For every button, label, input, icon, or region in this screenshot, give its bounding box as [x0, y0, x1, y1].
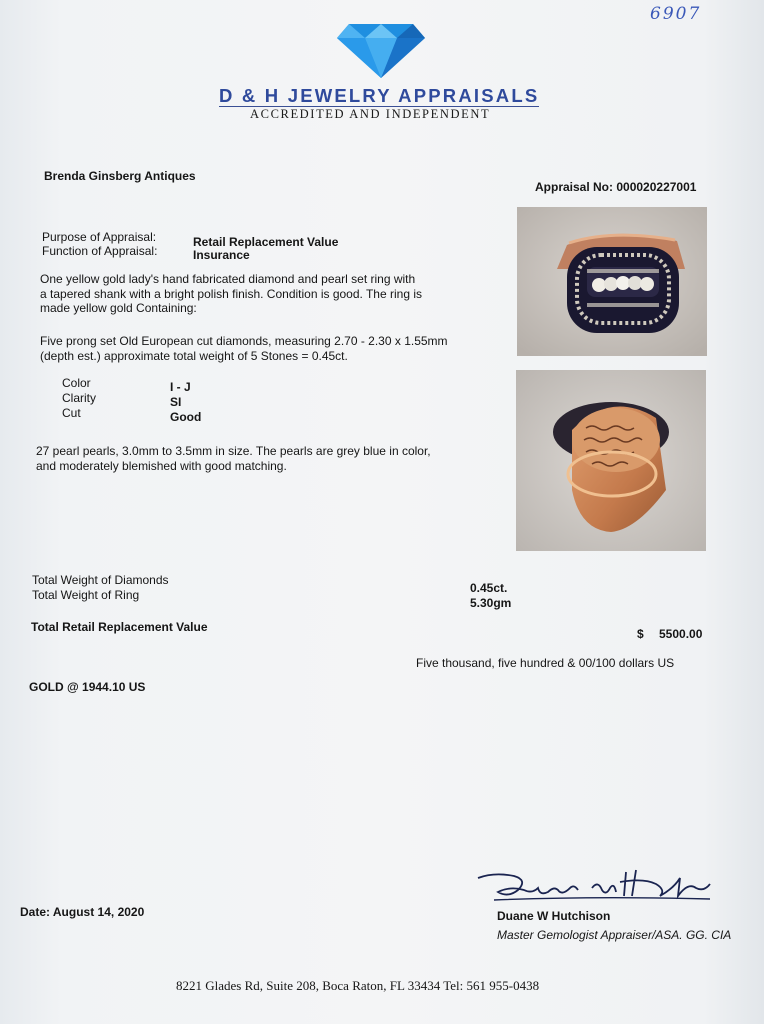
description-line: (depth est.) approximate total weight of 5 Stones = 0.45ct.	[40, 348, 348, 363]
grade-cut-label: Cut	[62, 406, 81, 420]
grade-clarity-label: Clarity	[62, 391, 97, 405]
appraisal-number: Appraisal No: 000020227001	[535, 180, 697, 194]
description-line: 27 pearl pearls, 3.0mm to 3.5mm in size. The pearls are grey blue in color,	[36, 444, 431, 458]
gold-price: GOLD @ 1944.10 US	[29, 680, 146, 694]
signature-image	[474, 866, 714, 906]
footer-address: 8221 Glades Rd, Suite 208, Boca Raton, FL 33434 Tel: 561 955-0438	[176, 978, 540, 993]
total-diamond-weight-value: 0.45ct.	[470, 581, 508, 595]
company-tagline: ACCREDITED AND INDEPENDENT	[250, 107, 491, 121]
handwritten-file-number: 6907	[650, 4, 702, 24]
grade-cut-value: Good	[170, 410, 202, 424]
company-name: D & H JEWELRY APPRAISALS	[219, 85, 540, 106]
description-line: a tapered shank with a bright polish finish. Condition is good. The ring is	[40, 286, 423, 301]
function-value: Insurance	[193, 248, 250, 262]
client-name: Brenda Ginsberg Antiques	[44, 169, 196, 183]
total-ring-weight-label: Total Weight of Ring	[32, 588, 140, 602]
description-line: One yellow gold lady's hand fabricated diamond and pearl set ring with	[40, 272, 416, 286]
total-retail-value-label: Total Retail Replacement Value	[31, 620, 208, 634]
ring-description	[40, 272, 422, 316]
total-retail-value: 5500.00	[659, 627, 703, 641]
signer-title: Master Gemologist Appraiser/ASA. GG. CIA	[497, 928, 732, 942]
ring-top-view-photo	[517, 207, 707, 356]
pearl-description	[36, 444, 431, 473]
description-line: Five prong set Old European cut diamonds, measuring 2.70 - 2.30 x 1.55mm	[40, 334, 448, 348]
currency-symbol: $	[637, 627, 644, 641]
purpose-label: Purpose of Appraisal:	[42, 230, 157, 244]
grade-color-value: I - J	[170, 380, 191, 394]
ring-inside-engraving-photo	[516, 370, 706, 551]
description-line: and moderately blemished with good matching.	[36, 458, 287, 473]
grade-color-label: Color	[62, 376, 91, 390]
appraisal-date: Date: August 14, 2020	[20, 905, 145, 919]
total-ring-weight-value: 5.30gm	[470, 596, 512, 610]
diamond-description	[40, 334, 448, 363]
value-in-words: Five thousand, five hundred & 00/100 dollars US	[416, 656, 675, 670]
purpose-value: Retail Replacement Value	[193, 235, 339, 249]
grade-clarity-value: SI	[170, 395, 182, 409]
description-line: made yellow gold Containing:	[40, 301, 197, 315]
function-label: Function of Appraisal:	[42, 244, 158, 258]
signer-name: Duane W Hutchison	[497, 909, 611, 923]
total-diamond-weight-label: Total Weight of Diamonds	[32, 573, 169, 587]
diamond-icon	[335, 22, 427, 78]
